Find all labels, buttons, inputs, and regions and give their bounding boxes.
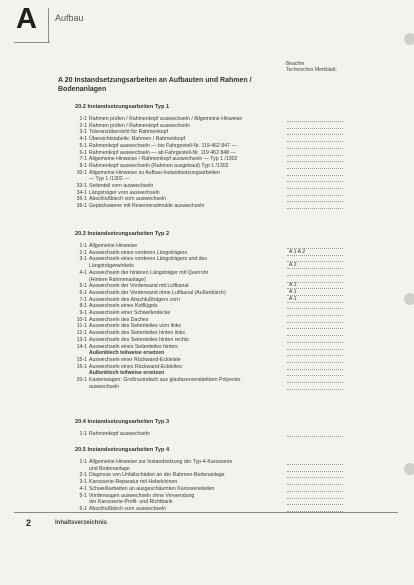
reference-dotted-line [287, 268, 343, 269]
toc-entry [72, 486, 290, 493]
page-number: 2 [26, 518, 32, 528]
toc-entry-number: 6-1 [79, 289, 87, 296]
reference-dotted-line [287, 128, 343, 129]
binder-hole [404, 33, 414, 45]
section-heading: 20.4 Instandsetzungsarbeiten Typ 3 [75, 419, 170, 425]
toc-entry-number: 1-1 [79, 243, 87, 249]
toc-entry-number: 4-1 [79, 136, 87, 143]
toc-entry-text: Außenblech teilweise ersetzen [89, 370, 165, 377]
reference-dotted-line [287, 504, 343, 505]
reference-dotted-line [287, 155, 343, 156]
toc-entry-text: der Karosserie-Profil- und Richtbank [89, 499, 173, 506]
reference-dotted-line [287, 477, 343, 478]
reference-dotted-line [287, 302, 343, 303]
toc-entry [72, 350, 290, 357]
toc-entry [72, 357, 290, 364]
toc-entry-text: Seitenteil vorn auswechseln [89, 183, 154, 189]
toc-entry [72, 493, 290, 500]
toc-entry-text: Abschlußblech vorn auswechseln [89, 505, 166, 512]
binder-hole [404, 293, 414, 305]
toc-entry-number: 16-1 [76, 363, 87, 370]
toc-entry-text: Allgemeine Hinweise [89, 243, 138, 249]
toc-entry [72, 256, 290, 263]
toc-entry-text: Toleranzübersicht für Rahmenkopf [89, 129, 169, 136]
toc-entry-number: 36-1 [76, 203, 87, 210]
toc-entry-text: Auswechseln der Vorderwand mit Luftkanal [89, 283, 189, 290]
toc-entry-number: 2-1 [79, 249, 87, 256]
toc-entry-text: Auswechseln eines Kotflügels [89, 303, 158, 310]
reference-dotted-line [287, 436, 343, 437]
toc-entry [72, 337, 290, 344]
reference-dotted-line [287, 201, 343, 202]
toc-entry-number: 3-1 [79, 479, 87, 486]
toc-entry-number: 3-1 [79, 129, 87, 136]
reference-dotted-line [287, 362, 343, 363]
toc-entry [72, 384, 290, 391]
toc-entry-number: 10-1 [76, 316, 87, 323]
reference-dotted-line [287, 121, 343, 122]
main-title-line-2: Bodenanlagen [58, 86, 107, 93]
toc-entry-number: 14-1 [76, 343, 87, 350]
toc-entry-text: Auswechseln der hinteren Längsträger mit Querrohr [89, 269, 209, 276]
toc-entry-number: 5-1 [79, 283, 87, 290]
toc-entry-number: 8-1 [79, 162, 87, 169]
toc-entry [72, 176, 290, 183]
toc-entry-number: 12-1 [76, 330, 87, 337]
reference-dotted-line [287, 349, 343, 350]
toc-entry [72, 499, 290, 506]
reference-dotted-line [287, 141, 343, 142]
toc-entry [72, 283, 290, 290]
toc-entry-number: 34-1 [76, 189, 87, 196]
toc-entry-text: Außenblech teilweise ersetzen [89, 350, 165, 357]
technical-bulletin-ref: A 1 [289, 288, 297, 295]
section-heading: 20.2 Instandsetzungsarbeiten Typ 1 [75, 104, 170, 110]
toc-entry-text: Karosserie-Reparatur mit Hebelchinen [89, 479, 178, 486]
toc-entry-number: 35-1 [76, 196, 87, 203]
reference-dotted-line [287, 471, 343, 472]
toc-entry-number: 5-1 [79, 142, 87, 149]
toc-entry-number: 9-1 [79, 310, 87, 316]
toc-entry [72, 377, 290, 384]
toc-entry [72, 196, 290, 203]
binder-hole [404, 463, 414, 475]
toc-entry [72, 116, 290, 123]
chapter-letter: A [16, 3, 37, 35]
reference-dotted-line [287, 134, 343, 135]
toc-entry-number: 7-1 [79, 156, 87, 163]
right-header-line-1: Beachte [286, 61, 305, 67]
toc-entry-text: Rahmenkopf auswechseln (Rahmen ausgebaut) Typ 1 /1302 [89, 162, 229, 169]
toc-entry [72, 317, 290, 324]
reference-dotted-line [287, 188, 343, 189]
toc-entry-number: 7-1 [79, 296, 87, 303]
toc-entry-text: Längsträger vorn auswechseln [89, 189, 160, 196]
toc-entry [72, 143, 290, 150]
reference-dotted-line [287, 491, 343, 492]
toc-entry-number: 4-1 [79, 269, 87, 276]
toc-entry [72, 163, 290, 170]
reference-dotted-line [287, 342, 343, 343]
toc-entry-number: 13-1 [76, 336, 87, 343]
toc-entry [72, 190, 290, 197]
toc-entry-text: Rahmen prüfen / Rahmenkopf auswechseln [89, 122, 190, 129]
reference-dotted-line [287, 322, 343, 323]
toc-entry-text: Auswechseln einer Schwellerdecke [89, 310, 171, 316]
toc-entry-text: Auswechseln eines Seitenteiles hinten: [89, 343, 179, 350]
toc-entry [72, 472, 290, 479]
toc-entry-number: 1-1 [79, 431, 87, 437]
toc-entry-number: 15-1 [76, 356, 87, 363]
toc-entry [72, 270, 290, 277]
toc-entry [72, 466, 290, 473]
reference-dotted-line [287, 255, 343, 256]
toc-entry [72, 243, 290, 250]
toc-entry-text: Rahmen prüfen / Rahmenkopf auswechseln / Allgemeine Hinweise [89, 116, 243, 122]
footer-rule [14, 512, 398, 513]
reference-dotted-line [287, 355, 343, 356]
reference-dotted-line [287, 275, 343, 276]
toc-entry-number: 11-1 [77, 323, 87, 330]
toc-entry-number: 2-1 [79, 122, 87, 129]
toc-entry-text: Diagnose von Unfallschäden an der Rahmen-Bodenanlage [89, 472, 225, 479]
reference-dotted-line [287, 382, 343, 383]
toc-entry-text: Auswechseln eines Rückwand-Eckteiles: [89, 363, 183, 370]
toc-entry-text: Auswechseln des Abschlußträgers vorn [89, 296, 180, 303]
toc-entry [72, 156, 290, 163]
toc-entry [72, 136, 290, 143]
toc-entry-text: Auswechseln eines vorderen Längsträgers [89, 249, 188, 256]
toc-entry-text: Auswechseln des Daches [89, 316, 149, 323]
toc-entry-text: und Bodenanlage [89, 465, 130, 472]
toc-entry [72, 330, 290, 337]
toc-entry-number: 1-1 [79, 459, 87, 465]
toc-entry [72, 323, 290, 330]
toc-entry [72, 123, 290, 130]
reference-dotted-line [287, 328, 343, 329]
toc-entry [72, 431, 290, 438]
toc-entry-number: 33-1 [76, 183, 87, 189]
reference-dotted-line [287, 369, 343, 370]
toc-entry [72, 170, 290, 177]
toc-entry-text: (Hintere Rahmenanlage) [89, 276, 146, 283]
toc-entry-text: Rahmenkopf auswechseln [89, 431, 150, 437]
toc-entry-number: 2-1 [79, 472, 87, 479]
toc-entry-number: 5-1 [79, 492, 87, 499]
technical-bulletin-ref: A 2 [289, 262, 297, 269]
toc-entry [72, 183, 290, 190]
technical-bulletin-ref: A 1 A 2 [289, 248, 306, 255]
reference-dotted-line [287, 161, 343, 162]
toc-entry-number: 6-1 [79, 505, 87, 512]
toc-entry [72, 277, 290, 284]
toc-entry-text: Kastenwagen: Großraumdach aus glasfaserverstärktem Polyester [89, 377, 241, 383]
toc-entry-number: 8-1 [79, 303, 87, 310]
toc-entry-text: Rahmenkopf auswechseln — bis Fahrgestell-Nr. 119 462 847 — [89, 142, 237, 149]
reference-dotted-line [287, 464, 343, 465]
toc-entry-text: Vorderwagen auswechseln ohne Verwendung [89, 492, 195, 499]
toc-entry [72, 459, 290, 466]
reference-dotted-line [287, 308, 343, 309]
toc-entry-text: Allgemeine Hinweise zu Aufbau-Instandsetzungsarbeiten [89, 169, 220, 176]
header-rule [14, 42, 50, 43]
reference-dotted-line [287, 148, 343, 149]
header-divider [48, 8, 49, 42]
chapter-title: Aufbau [55, 13, 84, 23]
toc-entry-text: Auswechseln des Seitenteiles vorn links [89, 323, 181, 330]
toc-entry [72, 290, 290, 297]
main-title-line-1: A 20 Instandsetzungsarbeiten an Aufbauten und Rahmen / [58, 77, 252, 84]
reference-dotted-line [287, 208, 343, 209]
toc-entry-text: Allgemeine Hinweise zur Instandsetzung der Typ-4-Karosserie [89, 459, 233, 465]
toc-entry-text: — Typ 1 /1302 — [89, 176, 130, 183]
section-heading: 20.3 Instandsetzungsarbeiten Typ 2 [75, 231, 170, 237]
toc-entry-text: Auswechseln des Seitenteiles hinten rechts [89, 336, 189, 343]
right-header-line-2: Technisches Merkblatt: [286, 67, 337, 73]
toc-entry [72, 370, 290, 377]
reference-dotted-line [287, 335, 343, 336]
toc-entry-text: auswechseln [89, 383, 119, 390]
toc-entry-text: Auswechseln der Vorderwand ohne Luftkanal (Außenblech) [89, 289, 226, 296]
toc-entry-text: Gepäckwanne mit Reserveradmulde auswechseln [89, 203, 205, 210]
technical-bulletin-ref: A 1 [289, 282, 297, 289]
toc-entry [72, 344, 290, 351]
toc-entry-text: Abschlußblech vorn auswechseln [89, 196, 166, 203]
reference-dotted-line [287, 181, 343, 182]
toc-entry-number: 20-1 [76, 377, 87, 383]
reference-dotted-line [287, 175, 343, 176]
footer-title: Inhaltsverzeichnis [55, 520, 108, 526]
toc-entry-number: 3-1 [79, 256, 87, 263]
toc-entry-number: 4-1 [79, 485, 87, 492]
reference-dotted-line [287, 195, 343, 196]
toc-entry [72, 364, 290, 371]
section-heading: 20.5 Instandsetzungsarbeiten Typ 4 [75, 447, 170, 453]
toc-entry [72, 297, 290, 304]
toc-entry-number: 1-1 [79, 116, 87, 122]
reference-dotted-line [287, 315, 343, 316]
toc-entry [72, 250, 290, 257]
toc-entry [72, 263, 290, 270]
toc-entry-text: Auswechseln einer Rückwand-Eckleiste [89, 356, 181, 363]
reference-dotted-line [287, 389, 343, 390]
reference-dotted-line [287, 375, 343, 376]
toc-entry-text: Längsträgerwinkels [89, 263, 134, 270]
reference-dotted-line [287, 498, 343, 499]
toc-entry [72, 150, 290, 157]
toc-entry-text: Auswechseln eines vorderen Längsträgers und des [89, 256, 207, 263]
toc-entry-text: Schweißarbeiten an ausgeschäumten Karosserieteilen [89, 485, 215, 492]
toc-entry [72, 203, 290, 210]
toc-entry [72, 303, 290, 310]
toc-entry-text: Auswechseln des Seitenteiles hinten links [89, 330, 186, 337]
toc-entry-number: 6-1 [79, 149, 87, 156]
toc-entry-number: 30-1 [76, 169, 87, 176]
reference-dotted-line [287, 168, 343, 169]
toc-entry [72, 479, 290, 486]
technical-bulletin-ref: A 1 [289, 295, 297, 302]
reference-dotted-line [287, 484, 343, 485]
toc-entry-text: Allgemeine Hinweise / Rahmenkopf auswechseln — Typ 1 /1302 [89, 156, 238, 163]
toc-entry [72, 310, 290, 317]
toc-entry-text: Übersichtstabelle: Rahmen / Rahmenkopf [89, 136, 186, 143]
toc-entry-text: Rahmenkopf auswechseln — ab Fahrgestell-Nr. 119 462 848 — [89, 149, 236, 156]
